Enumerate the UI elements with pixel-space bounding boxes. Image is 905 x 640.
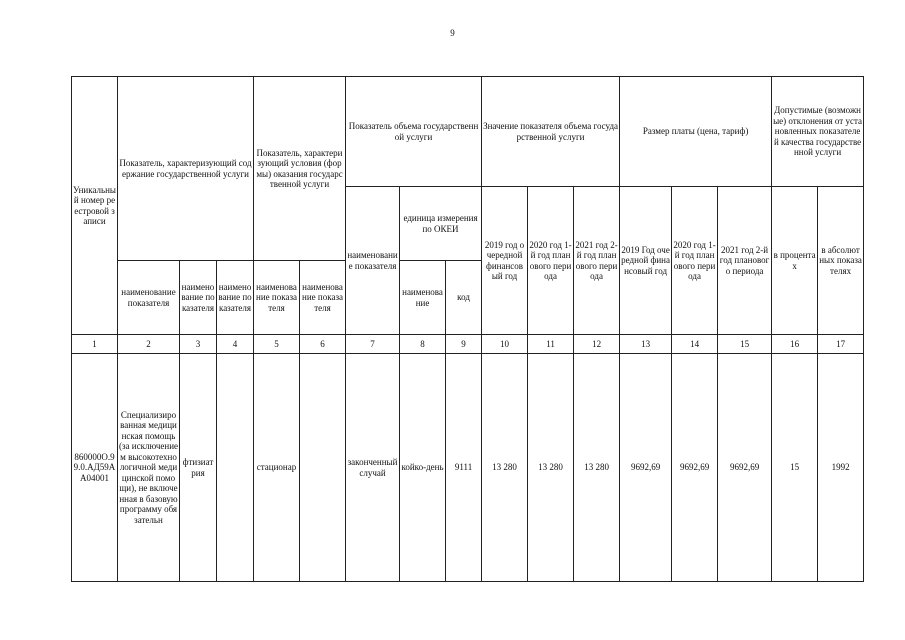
header-form-name-1: наименование показателя: [254, 261, 300, 335]
value-2019: 13 280: [482, 354, 528, 582]
header-volume-value: Значение показателя объема государственной услуги: [482, 77, 620, 187]
column-number: 3: [180, 335, 217, 354]
column-number: 7: [346, 335, 400, 354]
column-number: 15: [718, 335, 772, 354]
header-unique-number: Уникальный номер реестровой записи: [72, 77, 118, 335]
service-volume-table: [71, 76, 864, 582]
column-number: 13: [620, 335, 672, 354]
header-content-indicator: Показатель, характеризующий содержание государственной услуги: [118, 77, 254, 261]
header-dev-percent: в процентах: [772, 187, 818, 335]
form-name: стационар: [254, 354, 300, 582]
column-number-row: [72, 335, 864, 354]
header-fee-size: Размер платы (цена, тариф): [620, 77, 772, 187]
header-fee-2019: 2019 Год очередной финансовый год: [620, 187, 672, 335]
column-number: 9: [446, 335, 482, 354]
content-indicator-2: [217, 354, 254, 582]
column-number: 10: [482, 335, 528, 354]
column-number: 14: [672, 335, 718, 354]
column-number: 16: [772, 335, 818, 354]
header-allowed-deviations: Допустимые (возможные) отклонения от установленных показателей качества государственной услуги: [772, 77, 864, 187]
header-fee-2020: 2020 год 1-й год планового периода: [672, 187, 718, 335]
service-name: Специализированная медицинская помощь (за исключением высокотехнологичной медицинской помощи), не включенная в базовую программу обязательн: [118, 354, 180, 582]
unit-name: койко-день: [400, 354, 446, 582]
page-number: 9: [450, 28, 455, 38]
fee-2021: 9692,69: [718, 354, 772, 582]
header-conditions-indicator: Показатель, характеризующий условия (формы) оказания государственной услуги: [254, 77, 346, 261]
header-value-2020: 2020 год 1-й год планового периода: [528, 187, 574, 335]
fee-2020: 9692,69: [672, 354, 718, 582]
column-number: 17: [818, 335, 864, 354]
header-content-name-2: наименование показателя: [180, 261, 217, 335]
form-indicator-2: [300, 354, 346, 582]
header-value-2021: 2021 год 2-й год планового периода: [574, 187, 620, 335]
header-unit-name: наименование: [400, 261, 446, 335]
header-unit-okei: единица измерения по ОКЕИ: [400, 187, 482, 261]
header-content-name-1: наименование показателя: [118, 261, 180, 335]
column-number: 2: [118, 335, 180, 354]
column-number: 12: [574, 335, 620, 354]
header-content-name-3: наименование показателя: [217, 261, 254, 335]
header-dev-absolute: в абсолютных показателях: [818, 187, 864, 335]
column-number: 5: [254, 335, 300, 354]
fee-2019: 9692,69: [620, 354, 672, 582]
header-indicator-name: наименование показателя: [346, 187, 400, 335]
registry-number: 860000О.99.0.АД59АА04001: [72, 354, 118, 582]
table-row: [72, 354, 864, 582]
header-fee-2021: 2021 год 2-й год планового периода: [718, 187, 772, 335]
header-form-name-2: наименование показателя: [300, 261, 346, 335]
column-number: 4: [217, 335, 254, 354]
deviation-absolute: 1992: [818, 354, 864, 582]
header-value-2019: 2019 год очередной финансовый год: [482, 187, 528, 335]
unit-code: 9111: [446, 354, 482, 582]
deviation-percent: 15: [772, 354, 818, 582]
indicator-name: законченный случай: [346, 354, 400, 582]
profile-name: фтизиатрия: [180, 354, 217, 582]
value-2020: 13 280: [528, 354, 574, 582]
column-number: 8: [400, 335, 446, 354]
header-volume-indicator: Показатель объема государственной услуги: [346, 77, 482, 187]
column-number: 1: [72, 335, 118, 354]
column-number: 6: [300, 335, 346, 354]
value-2021: 13 280: [574, 354, 620, 582]
header-unit-code: код: [446, 261, 482, 335]
column-number: 11: [528, 335, 574, 354]
